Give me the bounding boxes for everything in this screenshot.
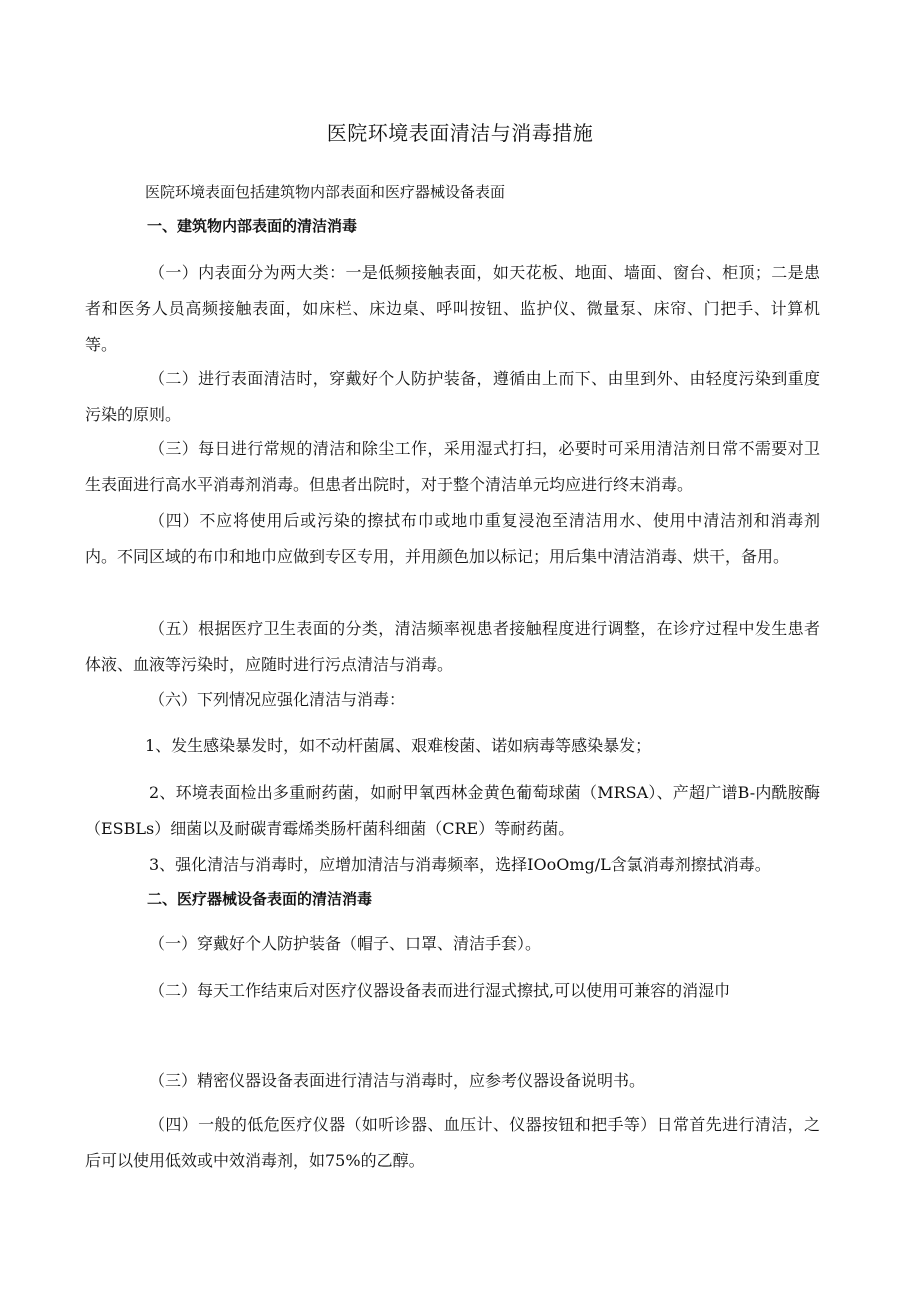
section2-heading: 二、医疗器械设备表面的清洁消毒	[147, 890, 373, 908]
section1-heading: 一、建筑物内部表面的清洁消毒	[147, 217, 358, 235]
section2-paragraph-4: （四）一般的低危医疗仪器（如听诊器、血压计、仪器按钮和把手等）日常首先进行清洁，之后可以使用低效或中效消毒剂，如75%的乙醇。	[85, 1115, 820, 1170]
section2-paragraph-3: （三）精密仪器设备表面进行清洁与消毒时，应参考仪器设备说明书。	[149, 1071, 646, 1090]
section2-paragraph-1: （一）穿戴好个人防护装备（帽子、口罩、清洁手套）。	[149, 934, 542, 953]
section1-paragraph-4: （四）不应将使用后或污染的擦拭布巾或地巾重复浸泡至清洁用水、使用中清洁剂和消毒剂内。不同区域的布巾和地巾应做到专区专用，并用颜色加以标记；用后集中清洁消毒、烘干，备用。	[85, 511, 820, 566]
section1-paragraph-1: （一）内表面分为两大类：一是低频接触表面，如天花板、地面、墙面、窗台、柜顶；二是患者和医务人员高频接触表面，如床栏、床边桌、呼叫按钮、监护仪、微量泵、床帘、门把手、计算机等。	[85, 263, 820, 354]
section1-paragraph-6: （六）下列情况应强化清洁与消毒：	[149, 690, 406, 709]
section1-paragraph-3: （三）每日进行常规的清洁和除尘工作，采用湿式打扫，必要时可采用清洁剂日常不需要对卫生表面进行高水平消毒剂消毒。但患者出院时，对于整个清洁单元均应进行终末消毒。	[85, 439, 820, 494]
section1-paragraph-2: （二）进行表面清洁时，穿戴好个人防护装备，遵循由上而下、由里到外、由轻度污染到重度污染的原则。	[85, 369, 820, 424]
intro-paragraph: 医院环境表面包括建筑物内部表面和医疗器械设备表面	[145, 183, 506, 201]
document-title: 医院环境表面清洁与消毒措施	[326, 121, 594, 145]
section1-item-3: 3、强化清洁与消毒时，应增加清洁与消毒频率，选择IOoOmg/L含氯消毒剂擦拭消毒。	[149, 855, 771, 874]
section2-paragraph-2: （二）每天工作结束后对医疗仪器设备表而进行湿式擦拭,可以使用可兼容的消湿巾	[149, 981, 731, 1000]
section1-paragraph-5: （五）根据医疗卫生表面的分类，清洁频率视患者接触程度进行调整，在诊疗过程中发生患者体液、血液等污染时，应随时进行污点清洁与消毒。	[85, 619, 820, 674]
section1-item-2: 2、环境表面检出多重耐药菌，如耐甲氧西林金黄色葡萄球菌（MRSA）、产超广谱B-内酰胺酶（ESBLs）细菌以及耐碳青霉烯类肠杆菌科细菌（CRE）等耐药菌。	[85, 783, 820, 838]
section1-item-1: 1、发生感染暴发时，如不动杆菌属、艰难梭菌、诺如病毒等感染暴发；	[145, 736, 652, 755]
